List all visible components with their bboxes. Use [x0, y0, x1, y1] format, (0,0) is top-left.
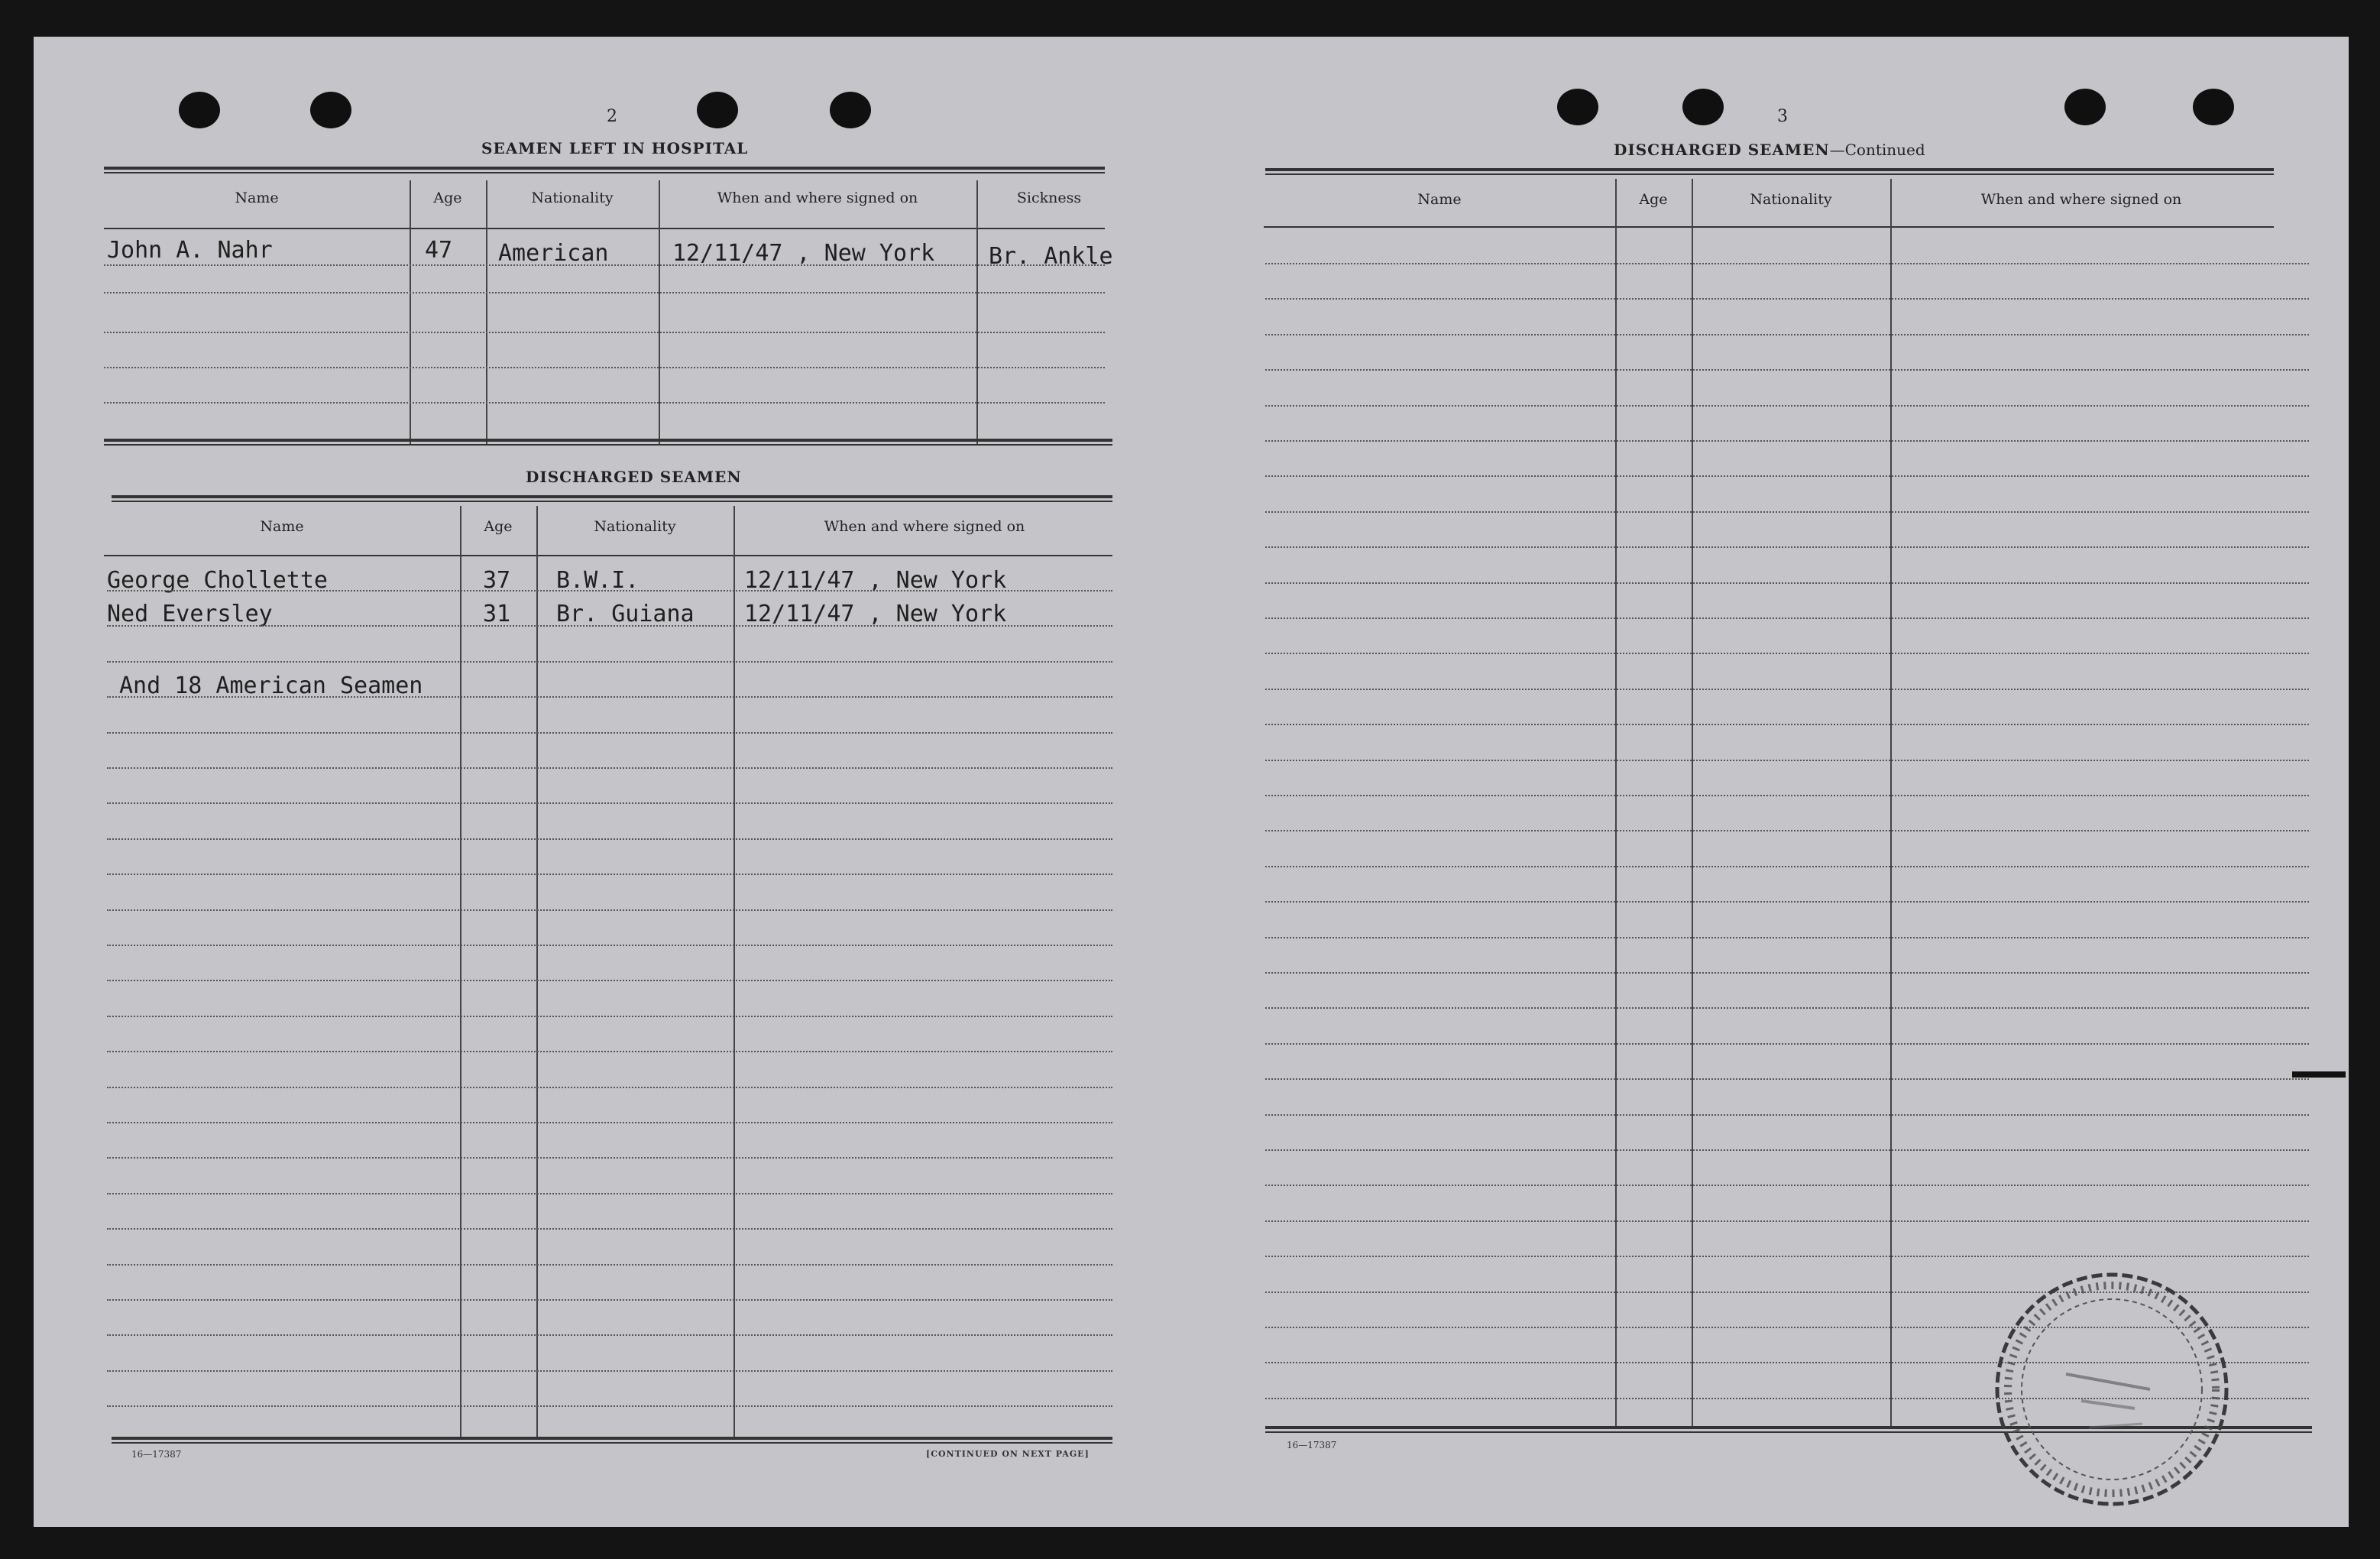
column-divider	[536, 506, 538, 1437]
ruled-line	[104, 292, 1105, 293]
discharged-nationality-cell: B.W.I.	[556, 567, 640, 594]
punch-hole	[1557, 89, 1598, 125]
ruled-line	[1265, 689, 2309, 690]
discharged-name-cell: Ned Eversley	[107, 601, 273, 627]
punch-hole	[310, 92, 351, 128]
ruled-line	[1265, 1220, 2309, 1222]
hospital-header-sickness: Sickness	[1016, 190, 1082, 206]
ruled-line	[107, 1157, 1112, 1159]
ruled-line	[1265, 617, 2309, 619]
ruled-line	[107, 909, 1112, 911]
discharged-signed-on-cell: 12/11/47 , New York	[744, 567, 1007, 594]
ruled-line	[1265, 1114, 2309, 1116]
page-tab-marker	[2292, 1071, 2346, 1078]
right-form-number: 16—17387	[1287, 1440, 1337, 1450]
right-header-name: Name	[1417, 191, 1462, 208]
ruled-line	[107, 1051, 1112, 1052]
right-header-nationality: Nationality	[1750, 191, 1832, 208]
right-section-title-main: DISCHARGED SEAMEN	[1614, 141, 1830, 159]
right-section-title-continued: —Continued	[1829, 141, 1925, 159]
column-divider	[976, 180, 978, 445]
hospital-header-nationality: Nationality	[531, 190, 614, 206]
ruled-line	[104, 402, 1105, 404]
column-divider	[1890, 179, 1892, 1426]
ruled-line	[107, 1016, 1112, 1017]
discharged-header-age: Age	[484, 518, 513, 535]
ruled-line	[1265, 866, 2309, 867]
ruled-line	[1265, 298, 2309, 300]
ruled-line	[104, 332, 1105, 333]
hospital-sickness-cell: Br. Ankle	[989, 243, 1113, 270]
right-section-title	[1614, 141, 1925, 159]
column-divider	[733, 506, 735, 1437]
column-divider	[460, 506, 461, 1437]
ruled-line	[107, 625, 1112, 627]
hospital-header-rule	[104, 228, 1105, 229]
ruled-line	[1265, 440, 2309, 442]
ruled-line	[104, 367, 1105, 368]
ruled-line	[1265, 795, 2309, 796]
ruled-line	[107, 802, 1112, 804]
hospital-signed-on-cell: 12/11/47 , New York	[672, 240, 935, 267]
ruled-line	[107, 1299, 1112, 1301]
punch-hole	[2064, 89, 2106, 125]
punch-hole	[179, 92, 220, 128]
discharged-bottom-rule	[112, 1437, 1112, 1444]
hospital-header-name: Name	[235, 190, 279, 206]
discharged-name-cell: George Chollette	[107, 567, 328, 594]
ruled-line	[1265, 972, 2309, 974]
ruled-line	[107, 1122, 1112, 1123]
hospital-nationality-cell: American	[498, 240, 609, 267]
ruled-line	[1265, 760, 2309, 761]
continued-note: [CONTINUED ON NEXT PAGE]	[926, 1449, 1090, 1459]
ruled-line	[107, 1264, 1112, 1266]
hospital-section-title: SEAMEN LEFT IN HOSPITAL	[481, 139, 749, 157]
hospital-top-rule	[104, 167, 1105, 173]
postmark-stamp	[1974, 1259, 2249, 1519]
discharged-header-rule	[104, 555, 1112, 556]
discharged-nationality-cell: Br. Guiana	[556, 601, 695, 627]
discharged-top-rule	[112, 495, 1112, 502]
punch-hole	[2193, 89, 2234, 125]
hospital-header-age: Age	[433, 190, 462, 206]
ruled-line	[107, 873, 1112, 875]
right-top-rule	[1265, 168, 2274, 175]
ruled-line	[1265, 475, 2309, 477]
punch-hole	[697, 92, 738, 128]
discharged-header-nationality: Nationality	[594, 518, 676, 535]
ruled-line	[107, 945, 1112, 946]
punch-hole	[1682, 89, 1724, 125]
left-form-number: 16—17387	[131, 1449, 182, 1460]
ruled-line	[107, 1193, 1112, 1194]
right-header-rule	[1264, 226, 2274, 228]
ruled-line	[1265, 1078, 2309, 1080]
ruled-line	[107, 1228, 1112, 1230]
left-page-number: 2	[607, 107, 617, 126]
ruled-line	[1265, 1185, 2309, 1186]
ruled-line	[1265, 653, 2309, 654]
ruled-line	[107, 732, 1112, 734]
ruled-line	[107, 1405, 1112, 1407]
ruled-line	[1265, 334, 2309, 335]
ruled-line	[1265, 369, 2309, 371]
ruled-line	[1265, 263, 2309, 264]
hospital-age-cell: 47	[425, 237, 453, 264]
discharged-note: And 18 American Seamen	[119, 673, 423, 699]
ruled-line	[1265, 1149, 2309, 1151]
discharged-section-title: DISCHARGED SEAMEN	[526, 468, 742, 486]
discharged-header-name: Name	[260, 518, 304, 535]
ruled-line	[1265, 511, 2309, 513]
hospital-bottom-rule	[104, 439, 1112, 446]
ruled-line	[107, 661, 1112, 663]
ruled-line	[1265, 1007, 2309, 1009]
ruled-line	[107, 980, 1112, 981]
column-divider	[659, 180, 660, 445]
discharged-header-signed-on: When and where signed on	[824, 518, 1025, 535]
discharged-age-cell: 31	[483, 601, 511, 627]
right-header-age: Age	[1639, 191, 1668, 208]
ruled-line	[107, 696, 1112, 698]
discharged-age-cell: 37	[483, 567, 511, 594]
ruled-line	[1265, 405, 2309, 407]
ruled-line	[104, 264, 1105, 266]
ruled-line	[107, 767, 1112, 769]
ruled-line	[107, 1334, 1112, 1336]
ruled-line	[107, 1087, 1112, 1088]
column-divider	[410, 180, 411, 445]
ruled-line	[1265, 1256, 2309, 1257]
ruled-line	[107, 1370, 1112, 1372]
ruled-line	[107, 838, 1112, 840]
hospital-header-signed-on: When and where signed on	[717, 190, 918, 206]
discharged-signed-on-cell: 12/11/47 , New York	[744, 601, 1007, 627]
ruled-line	[1265, 1043, 2309, 1045]
ruled-line	[1265, 830, 2309, 831]
ruled-line	[1265, 582, 2309, 584]
ruled-line	[1265, 546, 2309, 548]
punch-hole	[830, 92, 871, 128]
hospital-name-cell: John A. Nahr	[107, 237, 273, 264]
column-divider	[1692, 179, 1693, 1426]
ruled-line	[107, 590, 1112, 592]
column-divider	[486, 180, 487, 445]
ruled-line	[1265, 724, 2309, 725]
right-page-number: 3	[1777, 107, 1788, 126]
ruled-line	[1265, 901, 2309, 903]
right-header-signed-on: When and where signed on	[1980, 191, 2182, 208]
ruled-line	[1265, 937, 2309, 938]
column-divider	[1615, 179, 1617, 1426]
document-sheet	[34, 37, 2349, 1527]
